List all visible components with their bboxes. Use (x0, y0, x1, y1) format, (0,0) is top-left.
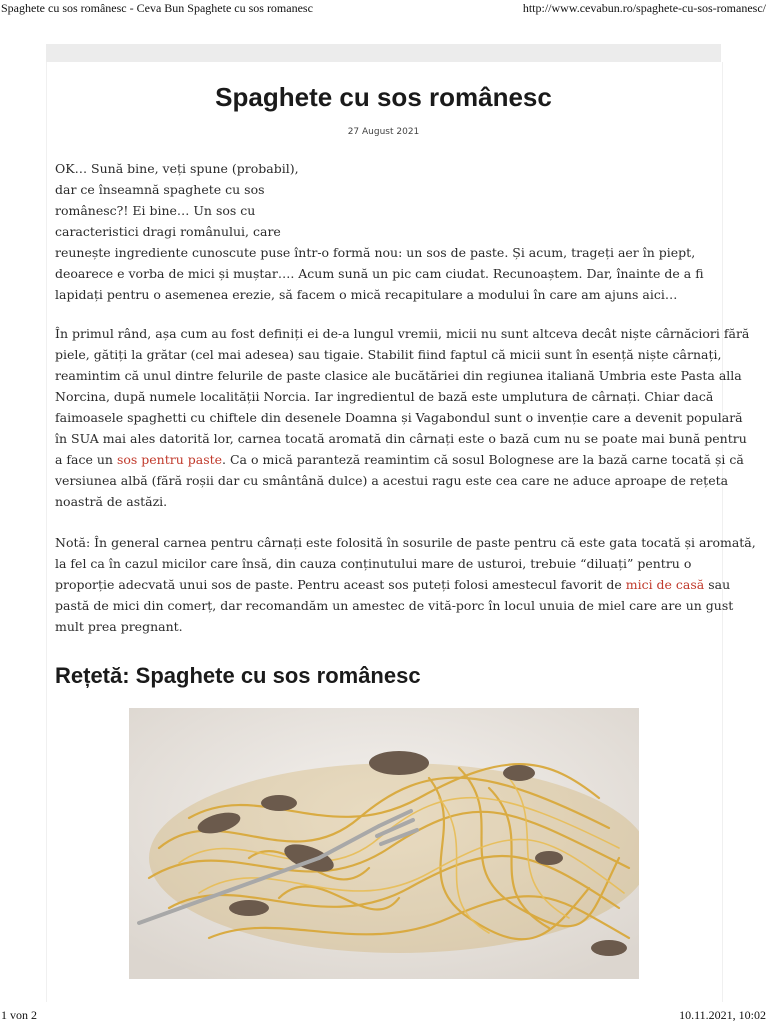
spaghetti-photo (129, 708, 639, 979)
link-suffix: . Ca o mică paranteză reamintim că sosul Bolognese are la bază carne tocată și că (222, 452, 744, 467)
text-line: mult prea pregnant. (55, 619, 183, 634)
text-line: OK… Sună bine, veți spune (probabil), (55, 161, 299, 176)
print-header-url: http://www.cevabun.ro/spaghete-cu-sos-romanesc/ (522, 1, 766, 15)
page-counter: 1 von 2 (1, 1008, 37, 1022)
text-line: la fel ca în cazul micilor care însă, din cauza conținutului mare de usturoi, trebuie “diluați” pentru o (55, 556, 692, 571)
text-line: în SUA mai ales datorită lor, carnea tocată aromată din cârnați este o bază cum nu se poate mai bună pentru (55, 431, 747, 446)
text-line: reamintim că unul dintre felurile de paste clasice ale bucătăriei din regiunea italiană Umbria este Pasta alla (55, 368, 742, 383)
text-line: Notă: În general carnea pentru cârnați este folosită în sosurile de paste pentru că este gata tocată și aromată, (55, 535, 756, 550)
text-line-with-link (55, 449, 744, 470)
print-header-title: Spaghete cu sos românesc - Ceva Bun Spaghete cu sos romanesc (1, 1, 313, 15)
text-line: caracteristici dragi românului, care (55, 224, 281, 239)
history-paragraph (55, 323, 750, 512)
recipe-heading: Rețetă: Spaghete cu sos românesc (55, 663, 421, 688)
link-prefix: proporție adecvată unui sos de paste. Pentru aceast sos puteți folosi amestecul favorit de (55, 577, 626, 592)
text-line: dar ce înseamnă spaghete cu sos (55, 182, 265, 197)
text-line: În primul rând, așa cum au fost definiți ei de-a lungul vremii, micii nu sunt altceva decât niște cârnăciori fără (55, 326, 750, 341)
article-date: 27 August 2021 (347, 127, 420, 137)
article-title: Spaghete cu sos românesc (215, 82, 552, 112)
spaghetti-illustration (129, 708, 639, 979)
text-line: piele, gătiți la grătar (cel mai adesea) sau tigaie. Stabilit fiind faptul că micii sunt în esență niște cârnați, (55, 347, 722, 362)
intro-paragraph (55, 158, 715, 305)
text-line: românesc?! Ei bine… Un sos cu (55, 203, 256, 218)
text-line: versiunea albă (fără roșii dar cu smântână dulce) a acestui ragu este cea care ne aduce aproape de rețeta (55, 473, 729, 488)
link-suffix: sau (704, 577, 731, 592)
print-header (0, 0, 768, 16)
sos-pentru-paste-link[interactable]: sos pentru paste (116, 452, 223, 467)
text-line: Norcina, după numele localității Norcia. Iar ingredientul de bază este umplutura de cârnați. Chiar dacă (55, 389, 714, 404)
link-prefix: a face un (55, 452, 117, 467)
text-line: noastră de astăzi. (55, 494, 168, 509)
note-paragraph (55, 532, 756, 637)
site-top-bar (46, 44, 721, 62)
text-line: lapidați pentru o asemenea erezie, să facem o mică recapitulare a modului în care am ajuns aici… (55, 287, 678, 302)
mici-de-casa-link[interactable]: mici de casă (625, 577, 705, 592)
text-line: reunește ingrediente cunoscute puse într-o formă nou: un sos de paste. Și acum, trageți aer în piept, (55, 245, 696, 260)
print-timestamp: 10.11.2021, 10:02 (679, 1008, 766, 1022)
text-line: faimoasele spaghetti cu chiftele din desenele Doamna și Vagabondul sunt o invenție care a devenit populară (55, 410, 743, 425)
text-line: pastă de mici din comerț, dar recomandăm un amestec de vită-porc în locul unuia de miel care are un gust (55, 598, 734, 613)
text-line: deoarece e vorba de mici și muștar…. Acum sună un pic cam ciudat. Recunoaștem. Dar, înainte de a fi (55, 266, 704, 281)
text-line-with-link (55, 574, 731, 595)
print-footer (0, 1008, 768, 1024)
